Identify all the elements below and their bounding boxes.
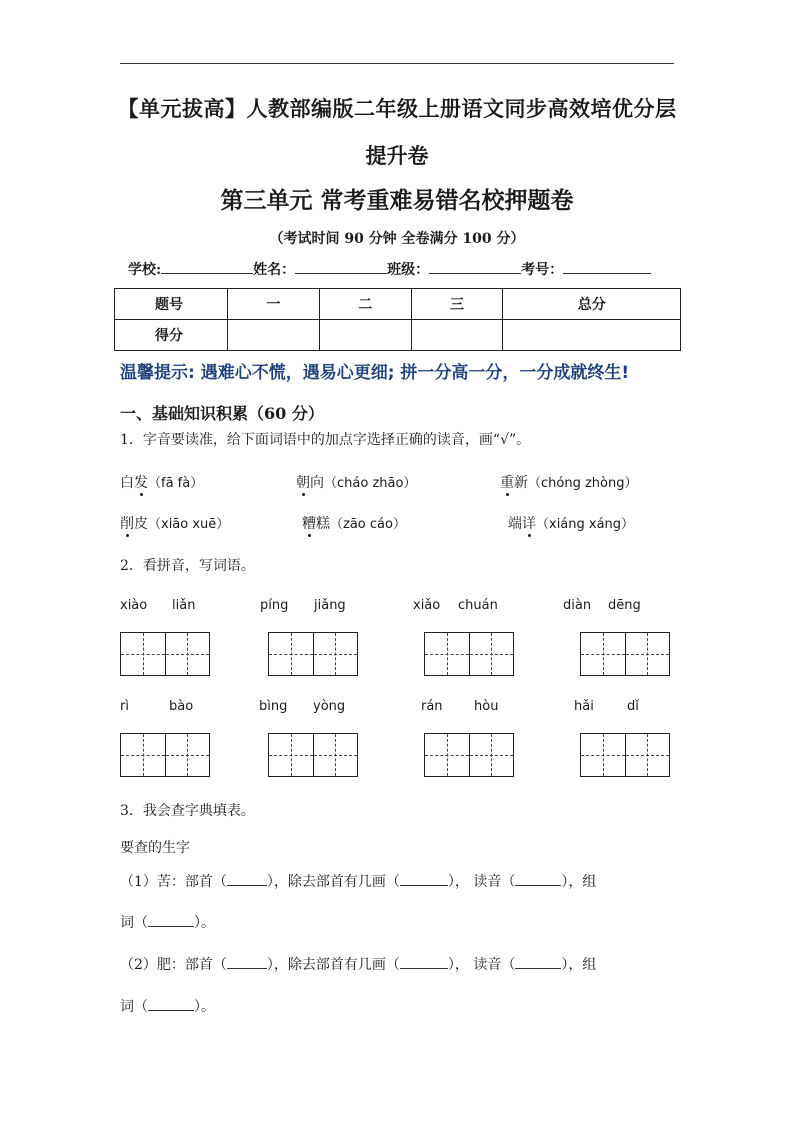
strokes-blank[interactable] [400,872,448,886]
score-cell[interactable] [411,320,503,351]
pinyin-a: píng [260,598,289,613]
q1-item: 削皮（xiāo xuē） [120,513,229,533]
writing-grid[interactable] [424,632,514,676]
writing-grid[interactable] [424,733,514,777]
student-info-line [128,259,651,279]
page-title: 【单元拔高】人教部编版二年级上册语文同步高效培优分层 [117,96,677,121]
dotted-char: 发 [134,472,148,492]
header-rule [120,63,674,64]
school-field[interactable] [161,259,253,274]
score-table-score-row [115,320,681,351]
exam-no-field[interactable] [563,259,651,274]
exam-no-label: 考号： [521,262,564,278]
score-row-label: 得分 [115,320,228,351]
score-cell[interactable] [503,320,681,351]
writing-grid[interactable] [580,632,670,676]
score-header-cell: 总分 [503,289,681,320]
grid-cell[interactable] [581,734,625,776]
dotted-char: 削 [120,513,134,533]
pinyin-options[interactable]: （xiáng xáng） [536,517,635,532]
pinyin-a: bìng [259,699,288,714]
question-3-prompt: 3．我会查字典填表。 [120,803,255,819]
grid-cell[interactable] [469,734,514,776]
pinyin-a: diàn [563,598,592,613]
pinyin-b: yòng [313,699,346,714]
grid-cell[interactable] [313,633,358,675]
score-header-cell: 三 [411,289,503,320]
writing-grid[interactable] [120,733,210,777]
word-blank[interactable] [148,913,194,927]
writing-grid[interactable] [268,632,358,676]
question-3-item-2-cont: 词（ ）。 [120,999,215,1015]
dotted-char: 糟 [302,513,316,533]
grid-cell[interactable] [625,633,670,675]
grid-cell[interactable] [625,734,670,776]
score-header-cell: 二 [319,289,411,320]
pinyin-b: jiǎng [314,598,346,613]
grid-cell[interactable] [425,633,469,675]
check-mark: √ [500,432,509,448]
q1-item: 白发（fā fà） [120,472,203,492]
pinyin-a: hǎi [574,699,594,714]
writing-grid[interactable] [580,733,670,777]
grid-cell[interactable] [313,734,358,776]
q1-item: 端详（xiáng xáng） [508,513,634,533]
grid-cell[interactable] [269,633,313,675]
pinyin-options[interactable]: （chóng zhòng） [528,476,638,491]
dotted-char: 朝 [296,472,310,492]
q1-item: 重新（chóng zhòng） [500,472,637,492]
class-field[interactable] [429,259,521,274]
q1-item: 糟糕（zāo cáo） [302,513,406,533]
pinyin-b: hòu [474,699,499,714]
tip-banner: 温馨提示: 遇难心不慌，遇易心更细; 拼一分高一分，一分成就终生! [120,363,630,383]
exam-info: （考试时间 90 分钟 全卷满分 100 分） [269,231,525,247]
pinyin-a: rán [421,699,443,714]
question-1-prompt: 1．字音要读准，给下面词语中的加点字选择正确的读音，画“√”。 [120,432,531,448]
section-heading: 一、基础知识积累（60 分） [120,404,324,423]
question-2-prompt: 2．看拼音，写词语。 [120,558,255,574]
question-3-label: 要查的生字 [120,840,190,856]
pinyin-a: xiǎo [413,598,441,613]
word-blank[interactable] [148,997,194,1011]
question-3-item-1: （1）苦：部首（ ），除去部首有几画（ ）， 读音（ ），组 [120,874,597,890]
pinyin-b: dēng [608,598,641,613]
name-field[interactable] [295,259,387,274]
pinyin-options[interactable]: （xiāo xuē） [148,517,230,532]
grid-cell[interactable] [269,734,313,776]
pinyin-b: bào [169,699,194,714]
dotted-char: 重 [500,472,514,492]
radical-blank[interactable] [227,955,267,969]
writing-grid[interactable] [120,632,210,676]
score-table-header-row [115,289,681,320]
radical-blank[interactable] [227,872,267,886]
name-label: 姓名： [253,262,296,278]
pronunciation-blank[interactable] [515,955,561,969]
page-title-continued: 提升卷 [365,143,429,168]
pinyin-a: xiào [120,598,148,613]
score-cell[interactable] [319,320,411,351]
class-label: 班级： [387,262,430,278]
grid-cell[interactable] [121,633,165,675]
grid-cell[interactable] [581,633,625,675]
score-header-cell: 一 [228,289,320,320]
pinyin-b: liǎn [172,598,196,613]
pinyin-options[interactable]: （cháo zhāo） [324,476,417,491]
pronunciation-blank[interactable] [515,872,561,886]
school-label: 学校: [128,262,162,278]
grid-cell[interactable] [165,734,210,776]
writing-grid[interactable] [268,733,358,777]
score-header-cell: 题号 [115,289,228,320]
score-table [114,288,681,351]
grid-cell[interactable] [469,633,514,675]
q1-item: 朝向（cháo zhāo） [296,472,416,492]
question-3-item-2: （2）肥：部首（ ），除去部首有几画（ ）， 读音（ ），组 [120,957,597,973]
pinyin-a: rì [120,699,129,714]
pinyin-b: dǐ [627,699,639,714]
pinyin-b: chuán [458,598,498,613]
dotted-char: 详 [522,513,536,533]
pinyin-options[interactable]: （fā fà） [148,476,204,491]
question-3-item-1-cont: 词（ ）。 [120,915,215,931]
grid-cell[interactable] [425,734,469,776]
page-subtitle-unit: 第三单元 常考重难易错名校押题卷 [220,187,574,214]
grid-cell[interactable] [165,633,210,675]
score-cell[interactable] [228,320,320,351]
grid-cell[interactable] [121,734,165,776]
pinyin-options[interactable]: （zāo cáo） [330,517,406,532]
strokes-blank[interactable] [400,955,448,969]
